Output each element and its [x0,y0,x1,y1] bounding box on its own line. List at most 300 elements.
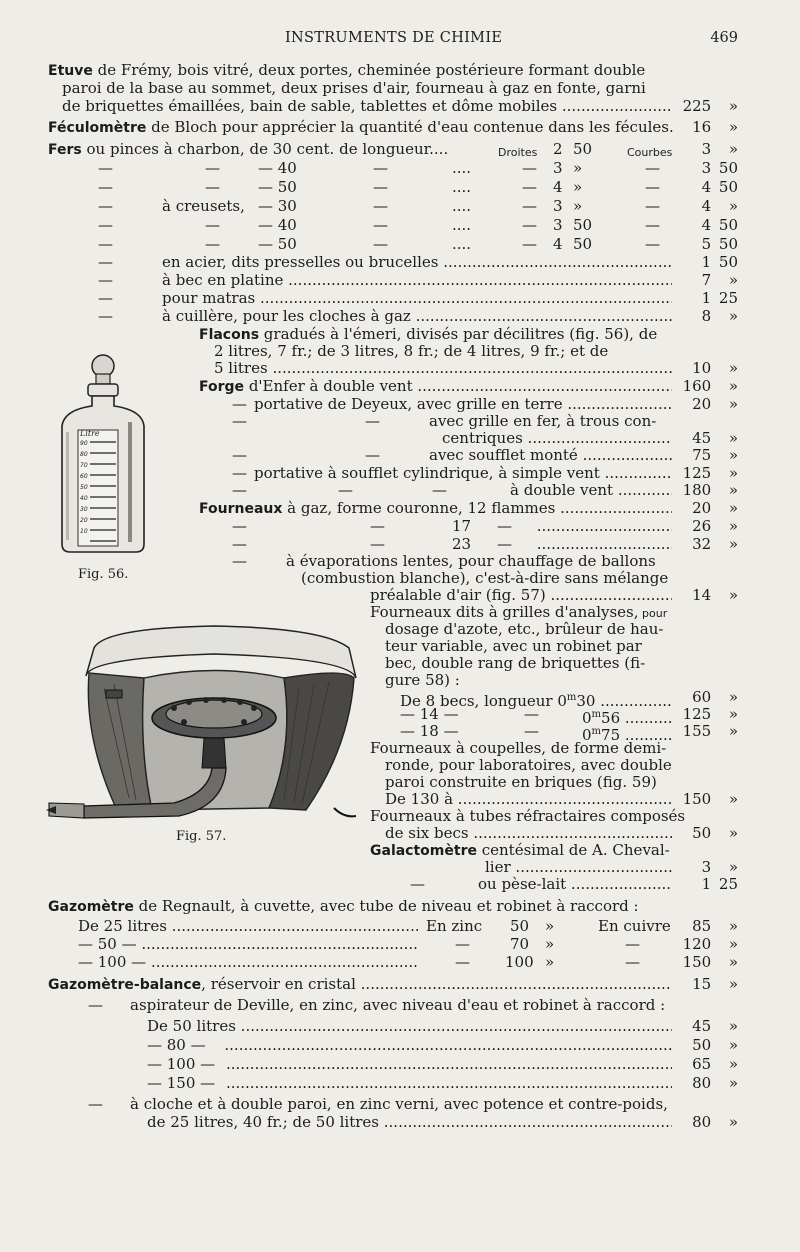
zinc-price-cents: » [545,953,555,971]
courbes-price [672,198,738,216]
price-cents: » [728,118,738,136]
entry-soufflet-monte-price [672,447,738,465]
price-francs: 5 [701,235,712,253]
cuivre-price [672,918,738,936]
entry-cloche-line-2 [147,1114,672,1132]
price-cents: » [728,705,738,723]
price-francs: 1 [701,253,712,271]
ditto-mark: — [98,178,113,196]
ditto-mark: — [338,481,353,499]
entry-text: à double vent [510,482,614,499]
entry-text: de briquettes émaillées, bain de sable, tablettes et dôme mobiles [62,98,558,115]
ditto-mark: — [522,197,537,215]
entry-text: teur variable, avec un robinet par [385,637,642,655]
price-francs: 180 [682,481,712,499]
entry-text: — 50 — [78,936,137,953]
ditto-mark: — [88,996,103,1014]
price-francs: 7 [701,271,712,289]
entry-text: avec grille en fer, à trous con- [429,412,657,430]
entry-tubes-price [672,825,738,843]
entry-bec-platine [162,272,672,290]
entry-text: — 80 — [147,1037,206,1054]
ditto-mark: — [645,159,660,177]
entry-23-flammes [497,536,672,554]
ditto-mark: — [497,536,512,553]
entry-forge-price [672,378,738,396]
entry-coupelles-price [672,791,738,809]
entry-term: Féculomètre [48,120,147,136]
entry-double-vent-price [672,482,738,500]
entry-text: portative à soufflet cylindrique, à simple vent [254,465,600,482]
ditto-mark: — [625,935,640,953]
ditto-mark: — [455,953,470,971]
price-francs: 45 [692,429,712,447]
entry-cloche-price [672,1114,738,1132]
svg-text:60: 60 [80,473,88,480]
entry-bec-platine-price [672,272,738,290]
entry-text: 5 litres [214,360,268,377]
entry-8-becs-price [672,689,738,707]
entry-18-becs-price [672,723,738,741]
zinc-price-cents: » [545,917,555,935]
entry-text: — 150 — [147,1075,216,1092]
price-cents: » [728,359,738,377]
leader-dots: .... [452,178,472,196]
entry-forge-deyeux-price [672,396,738,414]
price-francs: 155 [682,722,712,740]
entry-soufflet-cylindrique [254,465,672,483]
price-cents: 25 [718,289,738,307]
svg-text:20: 20 [80,517,88,524]
price-francs: 4 [701,216,712,234]
entry-soufflet-cylindrique-price [672,465,738,483]
leader-dots: .... [452,197,472,215]
ditto-mark: — [522,178,537,196]
price-francs: 60 [692,688,712,706]
price-cents: 25 [718,875,738,893]
svg-text:70: 70 [80,462,88,469]
price-francs: 160 [682,377,712,395]
price-francs: 1 [701,875,712,893]
price-cents: » [728,499,738,517]
ditto-mark: — [232,517,247,535]
entry-term: Gazomètre [48,899,134,915]
price-francs: 8 [701,307,712,325]
svg-text:80: 80 [80,451,88,458]
courbes-price [672,141,738,159]
entry-double-vent [510,482,672,500]
ditto-mark: — [522,216,537,234]
entry-term: Gazomètre-balance [48,977,202,993]
length-value: — 40 [258,159,297,177]
leader-dots: .... [452,159,472,177]
ditto-mark: — [645,178,660,196]
entry-text: avec soufflet monté [429,447,578,464]
entry-text: en acier, dits presselles ou brucelles [162,254,439,271]
figure-caption-57: Fig. 57. [176,829,227,844]
entry-aspirateur-80 [147,1037,672,1055]
bottle-label: Litre [80,429,100,438]
entry-text: de Frémy, bois vitré, deux portes, cheminée postérieure formant double [92,61,646,79]
entry-text: de Regnault, à cuvette, avec tube de niveau et robinet à raccord : [133,897,639,915]
price-francs: 150 [682,953,712,971]
entry-text: centésimal de A. Cheval- [476,841,670,859]
price-cents: » [728,1036,738,1054]
entry-cuillere [162,308,672,326]
entry-forge-deyeux [254,396,672,414]
ditto-mark: — [365,412,380,430]
ditto-mark: — [98,197,113,215]
entry-evaporations-price [672,587,738,605]
courbes-price [672,160,738,178]
length-value: — 50 [258,178,297,196]
ditto-mark: — [370,517,385,535]
page-number: 469 [710,30,738,46]
price-francs: 65 [692,1055,712,1073]
droites-price-cents: » [573,159,583,177]
leader-dots: .... [452,235,472,253]
ditto-mark: — [232,395,247,413]
entry-etuve-line-1 [48,62,645,81]
price-francs: 32 [692,535,712,553]
gazometre-size [78,954,418,972]
ditto-mark: — [98,159,113,177]
cuivre-price [672,936,738,954]
entry-text: de 25 litres, 40 fr.; de 50 litres [147,1114,379,1131]
price-cents: 50 [718,216,738,234]
entry-fourneaux [199,500,672,519]
ditto-mark: — [373,235,388,253]
droites-price-cents: 50 [573,216,593,234]
ditto-mark: — [98,216,113,234]
entry-text: aspirateur de Deville, en zinc, avec niveau d'eau et robinet à raccord : [130,996,666,1014]
entry-text: ou pinces à charbon, de 30 cent. de longueur.... [81,140,449,158]
entry-term: Fourneaux [199,501,283,517]
entry-text: dosage d'azote, etc., brûleur de hau- [385,620,664,638]
svg-text:10: 10 [80,528,88,535]
entry-text: Fourneaux à tubes réfractaires composés [370,807,686,825]
price-cents: » [728,1055,738,1073]
price-cents: » [728,429,738,447]
ditto-mark: — [645,235,660,253]
ditto-mark: — [232,446,247,464]
entry-pese-lait [478,876,672,894]
entry-coupelles-line-4 [385,791,672,809]
ditto-mark: — [373,216,388,234]
ditto-mark: — [645,197,660,215]
price-cents: » [728,535,738,553]
length-value: — 30 [258,197,297,215]
length-value: — 50 [258,235,297,253]
entry-text: Fourneaux dits à grilles d'analyses, [370,603,639,621]
ditto-mark: — [98,307,113,325]
entry-galactometre-price [672,859,738,877]
entry-text: à évaporations lentes, pour chauffage de ballons [286,552,656,570]
courbes-price [672,217,738,235]
entry-aspirateur-100 [147,1056,672,1074]
entry-text: De 130 à [385,791,454,808]
entry-text: de six becs [385,825,469,842]
price-cents: » [728,688,738,706]
entry-presselles-price [672,254,738,272]
ditto-mark: — [370,535,385,553]
length-value: 75 [601,726,621,744]
price-francs: 14 [692,586,712,604]
label-cuivre: En cuivre [598,917,671,935]
ditto-mark: — [205,178,220,196]
price-francs: 150 [682,790,712,808]
entry-text: pour [638,607,668,620]
price-cents: » [728,790,738,808]
price-cents: » [728,481,738,499]
entry-etuve-price [672,98,738,116]
price-cents: 50 [718,235,738,253]
entry-cuillere-price [672,308,738,326]
zinc-price-francs: 50 [510,917,530,935]
price-francs: 3 [701,159,712,177]
entry-text: bec, double rang de briquettes (fi- [385,654,646,672]
price-francs: 50 [692,824,712,842]
price-cents: » [728,975,738,993]
price-francs: 20 [692,395,712,413]
price-francs: 15 [692,975,712,993]
price-cents: » [728,935,738,953]
label-droites: Droites [498,146,538,159]
ditto-mark: — [98,289,113,307]
flame-count: 17 [452,517,472,535]
length-value: 0 [582,726,592,744]
droites-price-francs: 3 [553,159,563,177]
flame-count: 23 [452,535,472,553]
price-cents: » [728,377,738,395]
price-francs: 4 [701,178,712,196]
gas-furnace-illustration [44,618,364,828]
entry-feculometre [48,119,674,138]
svg-text:40: 40 [80,495,88,502]
price-cents: » [728,858,738,876]
entry-text: portative de Deyeux, avec grille en terre [254,396,563,413]
droites-price-cents: 50 [573,140,593,158]
entry-flacons-price [672,360,738,378]
entry-etuve-line-3 [62,98,672,116]
entry-pese-lait-price [672,876,738,894]
ditto-mark: — [98,271,113,289]
entry-text: De 25 litres [78,918,167,935]
entry-galactometre-line-2 [485,859,672,877]
ditto-mark: — [455,935,470,953]
length-value: — 40 [258,216,297,234]
entry-17-flammes [497,518,672,536]
entry-text: — 14 — [400,705,459,723]
entry-text: à cuillère, pour les cloches à gaz [162,308,411,325]
price-cents: » [728,722,738,740]
entry-term: Fers [48,142,82,158]
entry-etuve-line-2: paroi de la base au sommet, deux prises d'air, fourneau à gaz en fonte, garni [62,79,646,97]
entry-17-flammes-price [672,518,738,536]
ditto-mark: — [524,722,539,740]
entry-fers [48,141,448,160]
entry-presselles [162,254,672,272]
entry-term: Flacons [199,327,260,343]
entry-text: De 50 litres [147,1018,236,1035]
droites-price-francs: 4 [553,235,563,253]
entry-text: centriques [442,430,523,447]
entry-aspirateur-50 [147,1018,672,1036]
entry-aspirateur-150 [147,1075,672,1093]
svg-text:30: 30 [80,506,88,513]
entry-text: à gaz, forme couronne, 12 flammes [282,500,556,517]
zinc-price-francs: 100 [505,953,534,971]
entry-matras [162,290,672,308]
entry-feculometre-price [672,119,738,137]
price-francs: 26 [692,517,712,535]
price-cents: » [728,1017,738,1035]
price-francs: 75 [692,446,712,464]
entry-tubes-line-2 [385,825,672,843]
entry-aspirateur-100-price [672,1056,738,1074]
entry-gazometre [48,898,639,917]
ditto-mark: — [522,159,537,177]
price-francs: 50 [692,1036,712,1054]
entry-term: Galactomètre [370,843,477,859]
price-cents: 50 [718,253,738,271]
droites-price-cents: » [573,197,583,215]
ditto-mark: — [522,235,537,253]
entry-gazometre-balance-price [672,976,738,994]
ditto-mark: — [625,953,640,971]
length-value: 0 [582,709,592,727]
unit-metre: m [566,692,577,703]
entry-text: 2 litres, 7 fr.; de 3 litres, 8 fr.; de 4 litres, 9 fr.; et de [214,342,609,360]
entry-text: De 8 becs, longueur 0 [400,692,567,710]
row-label: à creusets, [162,197,245,215]
ditto-mark: — [365,446,380,464]
price-cents: » [728,586,738,604]
price-francs: 120 [682,935,712,953]
price-francs: 80 [692,1074,712,1092]
price-francs: 125 [682,464,712,482]
droites-price-cents: » [573,178,583,196]
price-francs: 1 [701,289,712,307]
price-cents: » [728,197,738,215]
label-courbes: Courbes [627,146,673,159]
price-cents: » [728,446,738,464]
droites-price-francs: 2 [553,140,563,158]
zinc-price-cents: » [545,935,555,953]
ditto-mark: — [232,552,247,570]
ditto-mark: — [88,1095,103,1113]
ditto-mark: — [98,253,113,271]
ditto-mark: — [373,197,388,215]
leader-dots: .... [452,216,472,234]
courbes-price [672,236,738,254]
price-cents: 50 [718,159,738,177]
entry-text: ou pèse-lait [478,876,567,893]
gazometre-size [78,936,418,954]
droites-price-francs: 3 [553,216,563,234]
entry-text: gradués à l'émeri, divisés par décilitres (fig. 56), de [259,325,658,343]
price-cents: » [728,464,738,482]
droites-price-francs: 3 [553,197,563,215]
price-francs: 45 [692,1017,712,1035]
droites-price-francs: 4 [553,178,563,196]
droites-price-cents: 50 [573,235,593,253]
zinc-price-francs: 70 [510,935,530,953]
entry-flacons-line-3 [214,360,672,378]
unit-metre: m [591,709,602,720]
entry-aspirateur-50-price [672,1018,738,1036]
price-cents: » [728,140,738,158]
ditto-mark: — [497,518,512,535]
entry-text: — 18 — [400,722,459,740]
ditto-mark: — [524,705,539,723]
entry-text: (combustion blanche), c'est-à-dire sans mélange [301,569,669,587]
unit-metre: m [591,726,602,737]
price-cents: » [728,824,738,842]
price-francs: 10 [692,359,712,377]
entry-text: gure 58) : [385,671,460,689]
entry-text: à cloche et à double paroi, en zinc verni, avec potence et contre-poids, [130,1095,668,1113]
price-francs: 225 [682,97,712,115]
entry-14-becs-price [672,706,738,724]
price-cents: » [728,97,738,115]
ditto-mark: — [205,216,220,234]
price-francs: 4 [701,197,712,215]
price-cents: » [728,271,738,289]
price-cents: » [728,517,738,535]
entry-text: de Bloch pour apprécier la quantité d'eau contenue dans les fécules. [146,118,674,136]
price-francs: 20 [692,499,712,517]
price-cents: » [728,395,738,413]
length-value: 30 [576,692,596,710]
ditto-mark: — [205,235,220,253]
price-cents: » [728,1113,738,1131]
entry-text: préalable d'air (fig. 57) [370,587,546,604]
page-header-title: INSTRUMENTS DE CHIMIE [285,30,503,46]
entry-forge [199,378,672,397]
ditto-mark: — [232,481,247,499]
entry-23-flammes-price [672,536,738,554]
ditto-mark: — [98,235,113,253]
entry-galactometre [370,842,670,861]
length-value: 56 [601,709,621,727]
price-francs: 85 [692,917,712,935]
courbes-price [672,179,738,197]
entry-text: — 100 — [78,954,147,971]
entry-gazometre-balance [48,976,672,995]
price-cents: 50 [718,178,738,196]
cuivre-price [672,954,738,972]
price-cents: » [728,1074,738,1092]
price-francs: 3 [701,140,712,158]
svg-text:90: 90 [80,440,88,447]
entry-text: lier [485,859,511,876]
svg-text:50: 50 [80,484,88,491]
figure-caption-56: Fig. 56. [78,567,129,582]
entry-evaporations-line-3 [370,587,672,605]
entry-text: à bec en platine [162,272,284,289]
price-cents: » [728,917,738,935]
entry-text: — 100 — [147,1056,216,1073]
label-zinc: En zinc [426,917,483,935]
price-francs: 16 [692,118,712,136]
entry-aspirateur-80-price [672,1037,738,1055]
entry-text: , réservoir en cristal [201,976,356,993]
price-cents: » [728,953,738,971]
entry-text: Fourneaux à coupelles, de forme demi- [370,739,667,757]
entry-term: Forge [199,379,245,395]
ditto-mark: — [432,481,447,499]
